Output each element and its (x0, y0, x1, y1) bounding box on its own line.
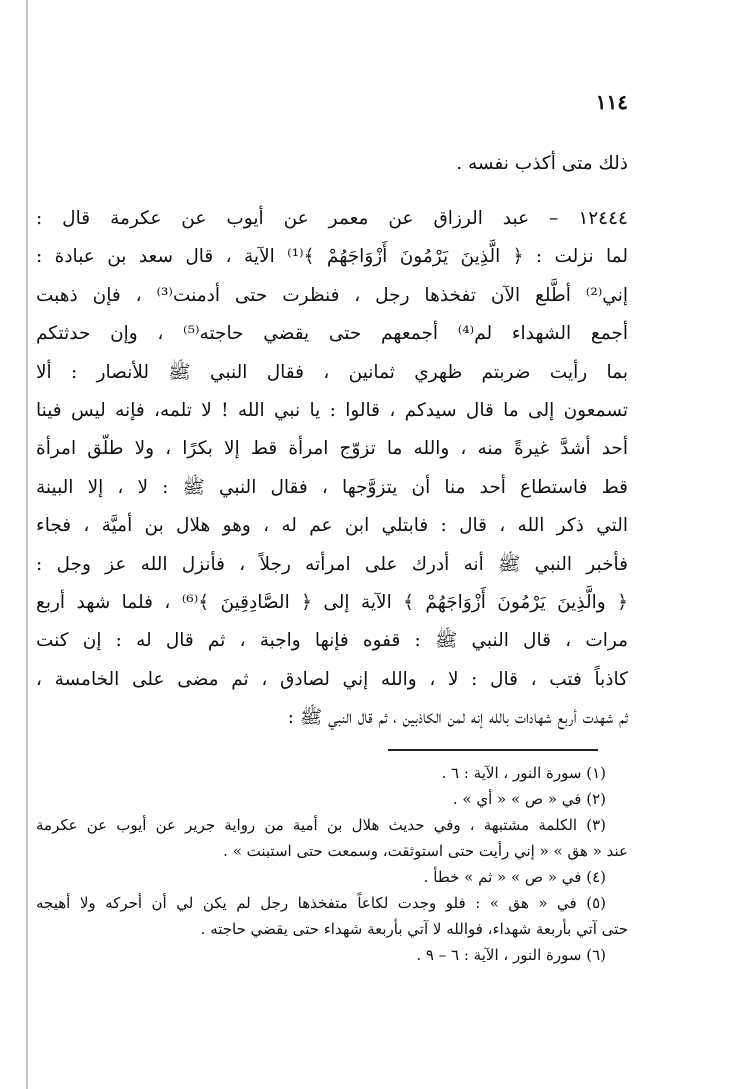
hadith-line: أحد أشدَّ غيرةً منه ، والله ما تزوّج امرأة قط إلا بكرًا ، ولا طلّق امرأة (36, 438, 628, 460)
footnote-continuation: حتى آتي بأربعة شهداء، فوالله لا آتي بأربعة شهداء حتى يقضي حاجته . (200, 920, 628, 938)
footnote-separator (388, 749, 598, 751)
hadith-line: ﴿ والَّذِينَ يَرْمُونَ أَزْوَاجَهُمْ ﴾ الآية إلى ﴿ الصَّادِقِينَ ﴾⁽⁶⁾ ، فلما شهد أربع (36, 591, 628, 613)
hadith-line: ثم شهدت أربع شهادات بالله إنه لمن الكاذبين ، ثم قال النبي ﷺ : (287, 707, 628, 729)
hadith-line: لما نزلت : ﴿ الَّذِينَ يَرْمُونَ أَزْوَاجَهُمْ ﴾⁽¹⁾ الآية ، قال سعد بن عبادة : (36, 246, 628, 268)
hadith-line: بما رأيت ضربتم ظهري ثمانين ، فقال النبي ﷺ للأنصار : ألا (36, 361, 628, 383)
page-edge-rule (26, 0, 28, 1089)
hadith-line: ١٢٤٤٤ – عبد الرزاق عن معمر عن أيوب عن عكرمة قال : (36, 208, 628, 229)
hadith-line: مرات ، قال النبي ﷺ : قفوه فإنها واجبة ، ثم قال له : إن كنت (36, 630, 628, 652)
footnote: (٤) في « ص » « ثم » خطأ . (423, 868, 606, 886)
hadith-line: التي ذكر الله ، قال : فابتلي ابن عم له ، وهو هلال بن أميَّة ، فجاء (36, 515, 628, 537)
hadith-body (36, 200, 628, 737)
footnote-continuation: عند « هق » « إني رأيت حتى استوثقت، وسمعت حتى استبنت » . (223, 842, 628, 860)
footnotes (36, 760, 628, 968)
intro-line: ذلك متى أكذب نفسه . (456, 153, 628, 174)
hadith-line: فأخبر النبي ﷺ أنه أدرك على امرأته رجلاً ، فأنزل الله عز وجل : (36, 553, 628, 575)
hadith-line: تسمعون إلى ما قال سيدكم ، قالوا : يا نبي الله ! لا تلمه، فإنه ليس فينا (36, 399, 628, 421)
footnote: (٥) في « هق » : فلو وجدت لكاعاً متفخذها رجل لم يكن لي أن أحركه ولا أهيجه (36, 894, 606, 912)
hadith-line: أجمع الشهداء لم⁽⁴⁾ أجمعهم حتى يقضي حاجته⁽⁵⁾ ، وإن حدثتكم (36, 323, 628, 345)
page-number: ١١٤ (595, 90, 628, 114)
footnote: (٣) الكلمة مشتبهة ، وفي حديث هلال بن أمية من رواية جرير عن أيوب عن عكرمة (36, 816, 606, 834)
footnote: (٦) سورة النور ، الآية : ٦ – ٩ . (416, 946, 606, 964)
hadith-line: إني⁽²⁾ أطَّلع الآن تفخذها رجل ، فنظرت حتى أدمنت⁽³⁾ ، فإن ذهبت (36, 284, 628, 306)
hadith-line: كاذباً فتب ، قال : لا ، والله إني لصادق ، ثم مضى على الخامسة ، (36, 668, 628, 690)
footnote: (٢) في « ص » « أي » . (452, 790, 606, 808)
footnote: (١) سورة النور ، الآية : ٦ . (441, 764, 606, 782)
hadith-line: قط فاستطاع أحد منا أن يتزوَّجها ، فقال النبي ﷺ : لا ، إلا البينة (36, 476, 628, 498)
